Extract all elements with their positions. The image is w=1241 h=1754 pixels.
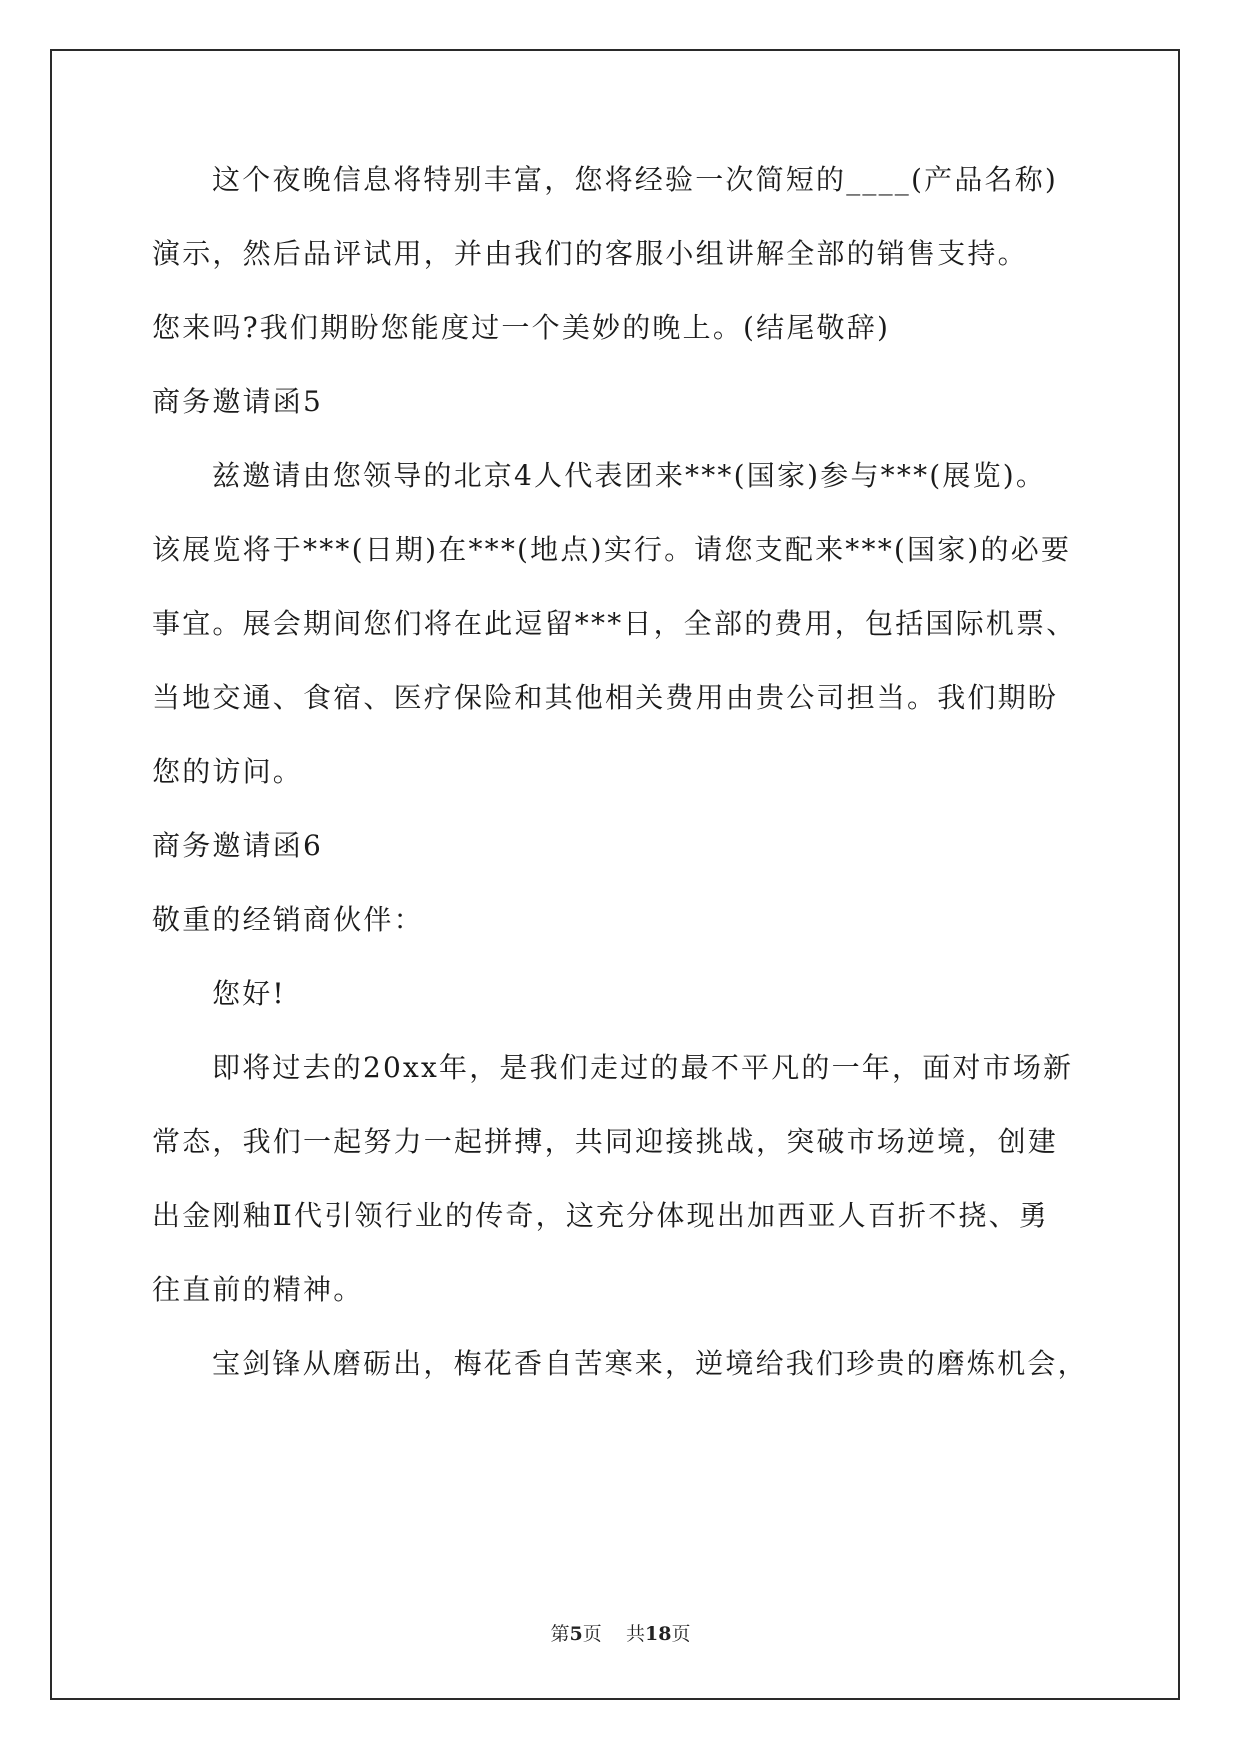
paragraph-line: 兹邀请由您领导的北京4人代表团来***(国家)参与***(展览)。 bbox=[212, 459, 1047, 492]
paragraph-line: 您来吗?我们期盼您能度过一个美妙的晚上。(结尾敬辞) bbox=[152, 311, 891, 344]
greeting: 您好! bbox=[212, 977, 286, 1010]
page-footer bbox=[0, 1622, 1241, 1646]
total-prefix: 共 bbox=[625, 1623, 645, 1645]
paragraph-line: 这个夜晚信息将特别丰富，您将经验一次简短的____(产品名称) bbox=[212, 163, 1059, 196]
paragraph-line: 当地交通、食宿、医疗保险和其他相关费用由贵公司担当。我们期盼 bbox=[152, 681, 1059, 714]
page-number: 5 bbox=[569, 1623, 583, 1645]
salutation: 敬重的经销商伙伴： bbox=[152, 903, 424, 936]
page-prefix: 第 bbox=[550, 1623, 570, 1645]
paragraph-line: 演示，然后品评试用，并由我们的客服小组讲解全部的销售支持。 bbox=[152, 237, 1028, 270]
paragraph-line: 该展览将于***(日期)在***(地点)实行。请您支配来***(国家)的必要 bbox=[152, 533, 1072, 566]
paragraph-line: 常态，我们一起努力一起拼搏，共同迎接挑战，突破市场逆境，创建 bbox=[152, 1125, 1059, 1158]
paragraph-line: 您的访问。 bbox=[152, 755, 304, 788]
section-heading: 商务邀请函6 bbox=[152, 829, 324, 862]
total-pages: 18 bbox=[644, 1623, 672, 1645]
total-suffix: 页 bbox=[671, 1623, 691, 1645]
paragraph-line: 往直前的精神。 bbox=[152, 1273, 364, 1306]
paragraph-line: 宝剑锋从磨砺出，梅花香自苦寒来，逆境给我们珍贵的磨炼机会， bbox=[212, 1347, 1088, 1380]
paragraph-line: 出金刚釉Ⅱ代引领行业的传奇，这充分体现出加西亚人百折不挠、勇 bbox=[152, 1199, 1050, 1232]
page-border bbox=[50, 49, 1180, 1700]
paragraph-line: 事宜。展会期间您们将在此逗留***日，全部的费用，包括国际机票、 bbox=[152, 607, 1077, 640]
paragraph-line: 即将过去的20xx年，是我们走过的最不平凡的一年，面对市场新 bbox=[212, 1051, 1074, 1084]
section-heading: 商务邀请函5 bbox=[152, 385, 324, 418]
page-suffix: 页 bbox=[582, 1623, 602, 1645]
